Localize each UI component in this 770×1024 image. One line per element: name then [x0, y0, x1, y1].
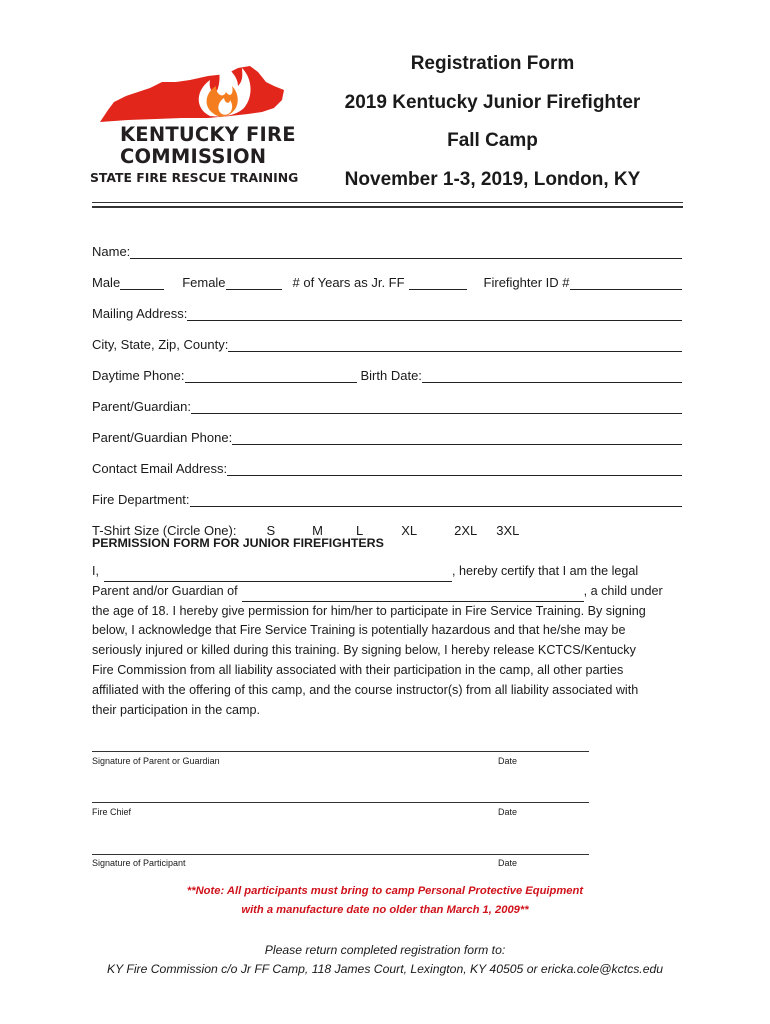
size-option-m[interactable]: M — [312, 523, 323, 538]
permission-parent-of: Parent and/or Guardian of — [92, 583, 238, 598]
size-option-xl[interactable]: XL — [401, 523, 418, 538]
mailing-address-field[interactable] — [187, 306, 682, 321]
permission-body-line: Fire Commission from all liability associated with their participation in the camp, all other parties — [92, 662, 624, 677]
participant-date-label: Date — [498, 858, 518, 868]
years-label: # of Years as Jr. FF — [292, 275, 405, 290]
email-label: Contact Email Address: — [92, 461, 228, 476]
male-field[interactable] — [120, 275, 164, 290]
daytime-phone-label: Daytime Phone: — [92, 368, 185, 383]
mailing-row — [92, 290, 682, 321]
fire-department-row — [92, 476, 682, 507]
birth-date-label: Birth Date: — [360, 368, 422, 383]
ppe-note-line-2: with a manufacture date no older than March 1, 2009** — [241, 904, 529, 916]
fire-chief-signature-line[interactable] — [92, 802, 589, 803]
participant-signature-line[interactable] — [92, 854, 589, 855]
name-label: Name: — [92, 244, 131, 259]
permission-body-line: below, I acknowledge that Fire Service Training is potentially hazardous and that he/she may be — [92, 623, 626, 638]
participant-signature-label: Signature of Participant — [92, 858, 186, 868]
return-instructions — [0, 941, 770, 979]
parent-phone-field[interactable] — [232, 430, 682, 445]
ppe-note — [0, 882, 770, 920]
name-field[interactable] — [130, 244, 682, 259]
permission-i: I, — [92, 564, 99, 578]
ppe-note-line-1: **Note: All participants must bring to camp Personal Protective Equipment — [186, 885, 584, 897]
daytime-phone-field[interactable] — [185, 368, 357, 383]
parent-phone-label: Parent/Guardian Phone: — [92, 430, 233, 445]
mailing-address-label: Mailing Address: — [92, 306, 188, 321]
fire-department-field[interactable] — [190, 492, 682, 507]
logo-line-1: KENTUCKY FIRE — [120, 123, 296, 146]
fire-chief-label: Fire Chief — [92, 807, 132, 817]
female-field[interactable] — [226, 275, 282, 290]
return-instructions-line-1: Please return completed registration form to: — [264, 943, 506, 957]
permission-line-certify — [92, 562, 684, 582]
email-field[interactable] — [227, 461, 682, 476]
birth-date-field[interactable] — [422, 368, 682, 383]
header-divider-thin — [92, 202, 683, 203]
kentucky-flame-icon — [98, 52, 288, 124]
email-row — [92, 445, 682, 476]
logo-line-2: COMMISSION — [120, 145, 267, 168]
tshirt-label: T-Shirt Size (Circle One): — [92, 523, 237, 538]
size-option-s[interactable]: S — [266, 523, 276, 538]
permission-title: PERMISSION FORM FOR JUNIOR FIREFIGHTERS — [92, 536, 384, 550]
parent-phone-row — [92, 414, 682, 445]
permission-text — [92, 562, 684, 720]
fire-chief-date-label: Date — [498, 807, 518, 817]
phone-birth-row — [92, 352, 682, 383]
size-option-l[interactable]: L — [356, 523, 364, 538]
permission-body-line: their participation in the camp. — [92, 702, 261, 717]
parent-guardian-label: Parent/Guardian: — [92, 399, 192, 414]
logo-line-3: STATE FIRE RESCUE TRAINING — [90, 170, 299, 185]
permission-certify-text: , hereby certify that I am the legal — [452, 564, 639, 578]
city-state-zip-field[interactable] — [228, 337, 682, 352]
tshirt-row — [92, 507, 682, 538]
camp-dates: November 1-3, 2019, London, KY — [344, 168, 641, 190]
female-label: Female — [182, 275, 226, 290]
size-option-2xl[interactable]: 2XL — [454, 523, 478, 538]
registration-fields — [92, 228, 682, 538]
child-name-field[interactable] — [242, 587, 584, 602]
header-divider-thick — [92, 206, 683, 208]
parent-signature-line[interactable] — [92, 751, 589, 752]
permission-body-line: affiliated with the offering of this camp, and the course instructor(s) from all liability associated with — [92, 682, 639, 697]
permission-body-line: the age of 18. I hereby give permission for him/her to participate in Fire Service Training. By signing — [92, 603, 646, 618]
permission-child-under: , a child under — [583, 583, 663, 598]
form-title: Registration Form — [410, 53, 575, 74]
parent-date-label: Date — [498, 756, 518, 766]
parent-signature-label: Signature of Parent or Guardian — [92, 756, 220, 766]
gender-row — [92, 259, 682, 290]
city-state-zip-label: City, State, Zip, County: — [92, 337, 229, 352]
camp-name: Fall Camp — [447, 130, 538, 151]
name-row — [92, 228, 682, 259]
guardian-name-field[interactable] — [104, 567, 452, 582]
size-option-3xl[interactable]: 3XL — [496, 523, 520, 538]
return-instructions-line-2: KY Fire Commission c/o Jr FF Camp, 118 James Court, Lexington, KY 40505 or ericka.cole@kctcs.edu — [106, 962, 664, 976]
firefighter-id-label: Firefighter ID # — [483, 275, 570, 290]
form-subtitle: 2019 Kentucky Junior Firefighter — [344, 91, 641, 113]
state-shape — [100, 66, 284, 122]
kentucky-fire-commission-logo — [90, 52, 300, 192]
permission-line-parent — [92, 582, 684, 602]
form-header — [330, 50, 655, 204]
parent-guardian-field[interactable] — [191, 399, 682, 414]
firefighter-id-field[interactable] — [570, 275, 682, 290]
male-label: Male — [92, 275, 121, 290]
city-row — [92, 321, 682, 352]
years-field[interactable] — [409, 275, 467, 290]
permission-body-line: seriously injured or killed during this training. By signing below, I hereby release KCTCS/Kentucky — [92, 643, 636, 658]
parent-row — [92, 383, 682, 414]
fire-department-label: Fire Department: — [92, 492, 190, 507]
